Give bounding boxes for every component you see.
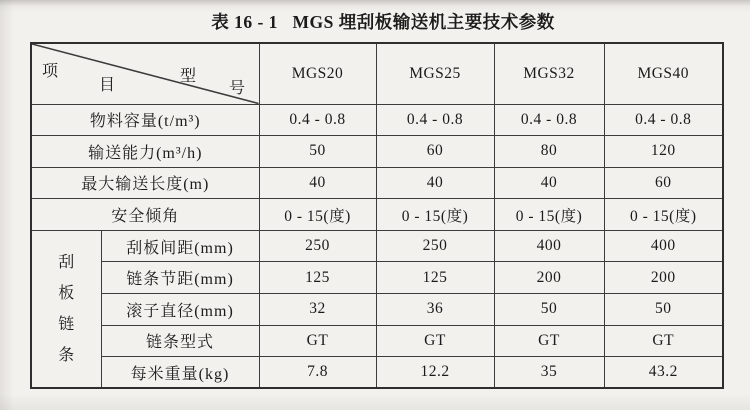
value-cell: 35 [494,357,604,389]
value-cell: 120 [604,136,723,168]
value-cell: 40 [376,167,494,199]
row-label: 刮板间距(mm) [101,230,259,262]
value-cell: 0 - 15(度) [376,199,494,231]
value-cell: 43.2 [604,357,723,389]
value-cell: 125 [259,262,376,294]
value-cell: 200 [494,262,604,294]
diagonal-line [32,44,259,104]
value-cell: 80 [494,136,604,168]
row-label: 每米重量(kg) [101,357,259,389]
value-cell: 125 [376,262,494,294]
table-row [31,167,723,199]
corner-item-char-1: 项 [42,63,59,80]
row-label: 滚子直径(mm) [101,294,259,326]
value-cell: 400 [604,230,723,262]
value-cell: 60 [604,167,723,199]
value-cell: 0.4 - 0.8 [494,104,604,136]
value-cell: 0.4 - 0.8 [259,104,376,136]
table-row [31,325,723,357]
value-cell: 250 [259,230,376,262]
group-label-char-4: 条 [58,347,75,365]
row-label: 最大输送长度(m) [31,167,259,199]
value-cell: 0.4 - 0.8 [376,104,494,136]
page-title: 表 16 - 1 MGS 埋刮板输送机主要技术参数 [211,12,555,32]
value-cell: 50 [494,294,604,326]
row-label: 输送能力(m³/h) [31,136,259,168]
value-cell: 36 [376,294,494,326]
corner-model-char-1: 型 [180,68,197,85]
value-cell: 50 [604,294,723,326]
value-cell: 200 [604,262,723,294]
value-cell: 40 [259,167,376,199]
column-header-mgs25: MGS25 [376,43,494,104]
corner-item-char-2: 目 [99,77,116,94]
table-row [31,230,723,262]
value-cell: 7.8 [259,357,376,389]
row-label: 安全倾角 [31,199,259,231]
column-header-mgs40: MGS40 [604,43,723,104]
group-label-char-3: 链 [58,316,75,334]
row-label: 链条节距(mm) [101,262,259,294]
table-row [31,262,723,294]
value-cell: 400 [494,230,604,262]
table-row [31,136,723,168]
row-label: 物料容量(t/m³) [31,104,259,136]
value-cell: 250 [376,230,494,262]
group-label-char-2: 板 [58,285,75,303]
table-row [31,199,723,231]
value-cell: 0 - 15(度) [604,199,723,231]
value-cell: GT [376,325,494,357]
column-header-mgs20: MGS20 [259,43,376,104]
value-cell: 50 [259,136,376,168]
row-label: 链条型式 [101,325,259,357]
value-cell: GT [604,325,723,357]
value-cell: 0 - 15(度) [494,199,604,231]
value-cell: 40 [494,167,604,199]
value-cell: 0 - 15(度) [259,199,376,231]
spec-table [30,42,724,389]
corner-model-char-2: 号 [229,80,246,97]
table-row [31,104,723,136]
corner-cell [31,43,259,104]
table-row [31,357,723,389]
value-cell: 32 [259,294,376,326]
column-header-mgs32: MGS32 [494,43,604,104]
group-label-char-1: 刮 [58,254,75,272]
header-row [31,43,723,104]
value-cell: GT [494,325,604,357]
table-row [31,294,723,326]
value-cell: GT [259,325,376,357]
value-cell: 12.2 [376,357,494,389]
value-cell: 0.4 - 0.8 [604,104,723,136]
group-label-scraper-chain [31,230,101,388]
value-cell: 60 [376,136,494,168]
